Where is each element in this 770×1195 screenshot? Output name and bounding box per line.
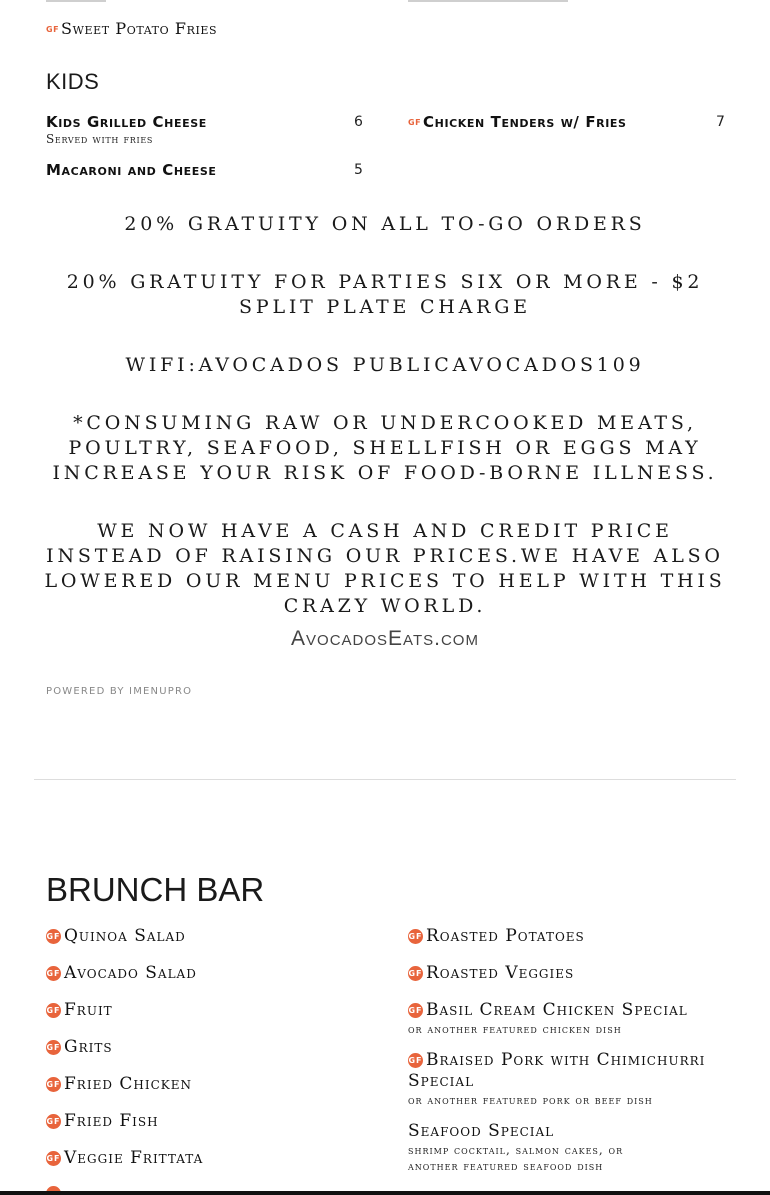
- notice-food-safety: *CONSUMING RAW OR UNDERCOOKED MEATS, POULTRY, SEAFOOD, SHELLFISH OR EGGS MAY INCREASE YOUR RISK OF FOOD-BORNE ILLNESS.: [52, 412, 718, 484]
- brunch-item-fried-fish: [46, 1111, 366, 1132]
- brunch-item-basil-cream-chicken: [408, 1000, 728, 1021]
- notice-party-gratuity: 20% GRATUITY FOR PARTIES SIX OR MORE - $2 SPLIT PLATE CHARGE: [66, 271, 704, 318]
- gluten-free-icon: GF: [408, 1003, 423, 1018]
- menu-item-name: Sweet Potato Fries: [61, 19, 218, 38]
- menu-item-chicken-tenders: [408, 113, 627, 131]
- menu-item-name: Roasted Potatoes: [426, 926, 585, 946]
- gluten-free-icon: GF: [408, 1053, 423, 1068]
- menu-item-name: Fried Fish: [64, 1111, 159, 1131]
- menu-item-name: Veggie Frittata: [64, 1148, 204, 1168]
- menu-item-description: shrimp cocktail, salmon cakes, or another featured seafood dish: [408, 1143, 624, 1173]
- menu-item-macaroni-and-cheese: [46, 161, 217, 179]
- menu-item-name: Basil Cream Chicken Special: [426, 1000, 688, 1020]
- menu-item-name: Fried Chicken: [64, 1074, 192, 1094]
- menu-item-name: Kids Grilled Cheese: [46, 113, 207, 131]
- website-link[interactable]: AvocadosEats.com: [291, 627, 479, 650]
- gluten-free-icon: GF: [408, 966, 423, 981]
- gluten-free-icon: GF: [46, 1151, 61, 1166]
- notice-to-go-gratuity: 20% GRATUITY ON ALL TO-GO ORDERS: [124, 213, 646, 235]
- brunch-item-roasted-veggies: [408, 963, 728, 984]
- menu-item-sweet-potato-fries: [46, 19, 217, 38]
- menu-item-name: Fruit: [64, 1000, 113, 1020]
- brunch-item-seafood-special: [408, 1121, 728, 1142]
- gluten-free-icon: GF: [46, 1077, 61, 1092]
- brunch-item-avocado-salad: [46, 963, 366, 984]
- menu-item-price: 7: [716, 114, 725, 130]
- menu-item-description: or another featured chicken dish: [408, 1022, 622, 1036]
- gluten-free-icon: GF: [46, 1114, 61, 1129]
- menu-item-name: Braised Pork with Chimichurri Special: [408, 1050, 706, 1091]
- menu-item-name: Quinoa Salad: [64, 926, 186, 946]
- menu-item-name: Chicken Tenders w/ Fries: [423, 113, 627, 131]
- menu-item-price: 6: [354, 114, 363, 130]
- brunch-item-roasted-potatoes: [408, 926, 728, 947]
- cut-off-previous-row: [46, 0, 726, 2]
- notice-wifi: WIFI:AVOCADOS PUBLICAVOCADOS109: [125, 354, 645, 376]
- gluten-free-icon: GF: [46, 25, 60, 34]
- gluten-free-icon: GF: [408, 929, 423, 944]
- menu-item-name: Seafood Special: [408, 1121, 555, 1141]
- menu-item-name: Grits: [64, 1037, 113, 1057]
- brunch-item-braised-pork: [408, 1050, 728, 1092]
- brunch-item-grits: [46, 1037, 366, 1058]
- bottom-bar: [0, 1191, 770, 1195]
- section-title-kids: KIDS: [46, 69, 100, 94]
- menu-item-description: Served with fries: [46, 132, 154, 146]
- gluten-free-icon: GF: [46, 1040, 61, 1055]
- section-title-brunch-bar: BRUNCH BAR: [46, 871, 265, 908]
- gluten-free-icon: GF: [46, 1003, 61, 1018]
- gluten-free-icon: GF: [46, 929, 61, 944]
- menu-item-name: Avocado Salad: [64, 963, 197, 983]
- menu-item-name: Roasted Veggies: [426, 963, 575, 983]
- menu-item-kids-grilled-cheese: [46, 113, 207, 131]
- brunch-item-fruit: [46, 1000, 366, 1021]
- menu-item-price: 5: [354, 162, 363, 178]
- menu-item-description: or another featured pork or beef dish: [408, 1093, 653, 1107]
- gluten-free-icon: GF: [46, 966, 61, 981]
- gluten-free-icon: GF: [408, 118, 422, 127]
- powered-by-link[interactable]: POWERED BY IMENUPRO: [46, 686, 193, 697]
- brunch-item-fried-chicken: [46, 1074, 366, 1095]
- brunch-item-quinoa-salad: [46, 926, 366, 947]
- menu-item-name: Macaroni and Cheese: [46, 161, 217, 179]
- section-divider: [34, 779, 736, 780]
- notice-cash-credit-price: WE NOW HAVE A CASH AND CREDIT PRICE INSTEAD OF RAISING OUR PRICES.WE HAVE ALSO LOWERED OUR MENU PRICES TO HELP WITH THIS CRAZY WORLD.: [44, 520, 726, 617]
- brunch-item-veggie-frittata: [46, 1148, 366, 1169]
